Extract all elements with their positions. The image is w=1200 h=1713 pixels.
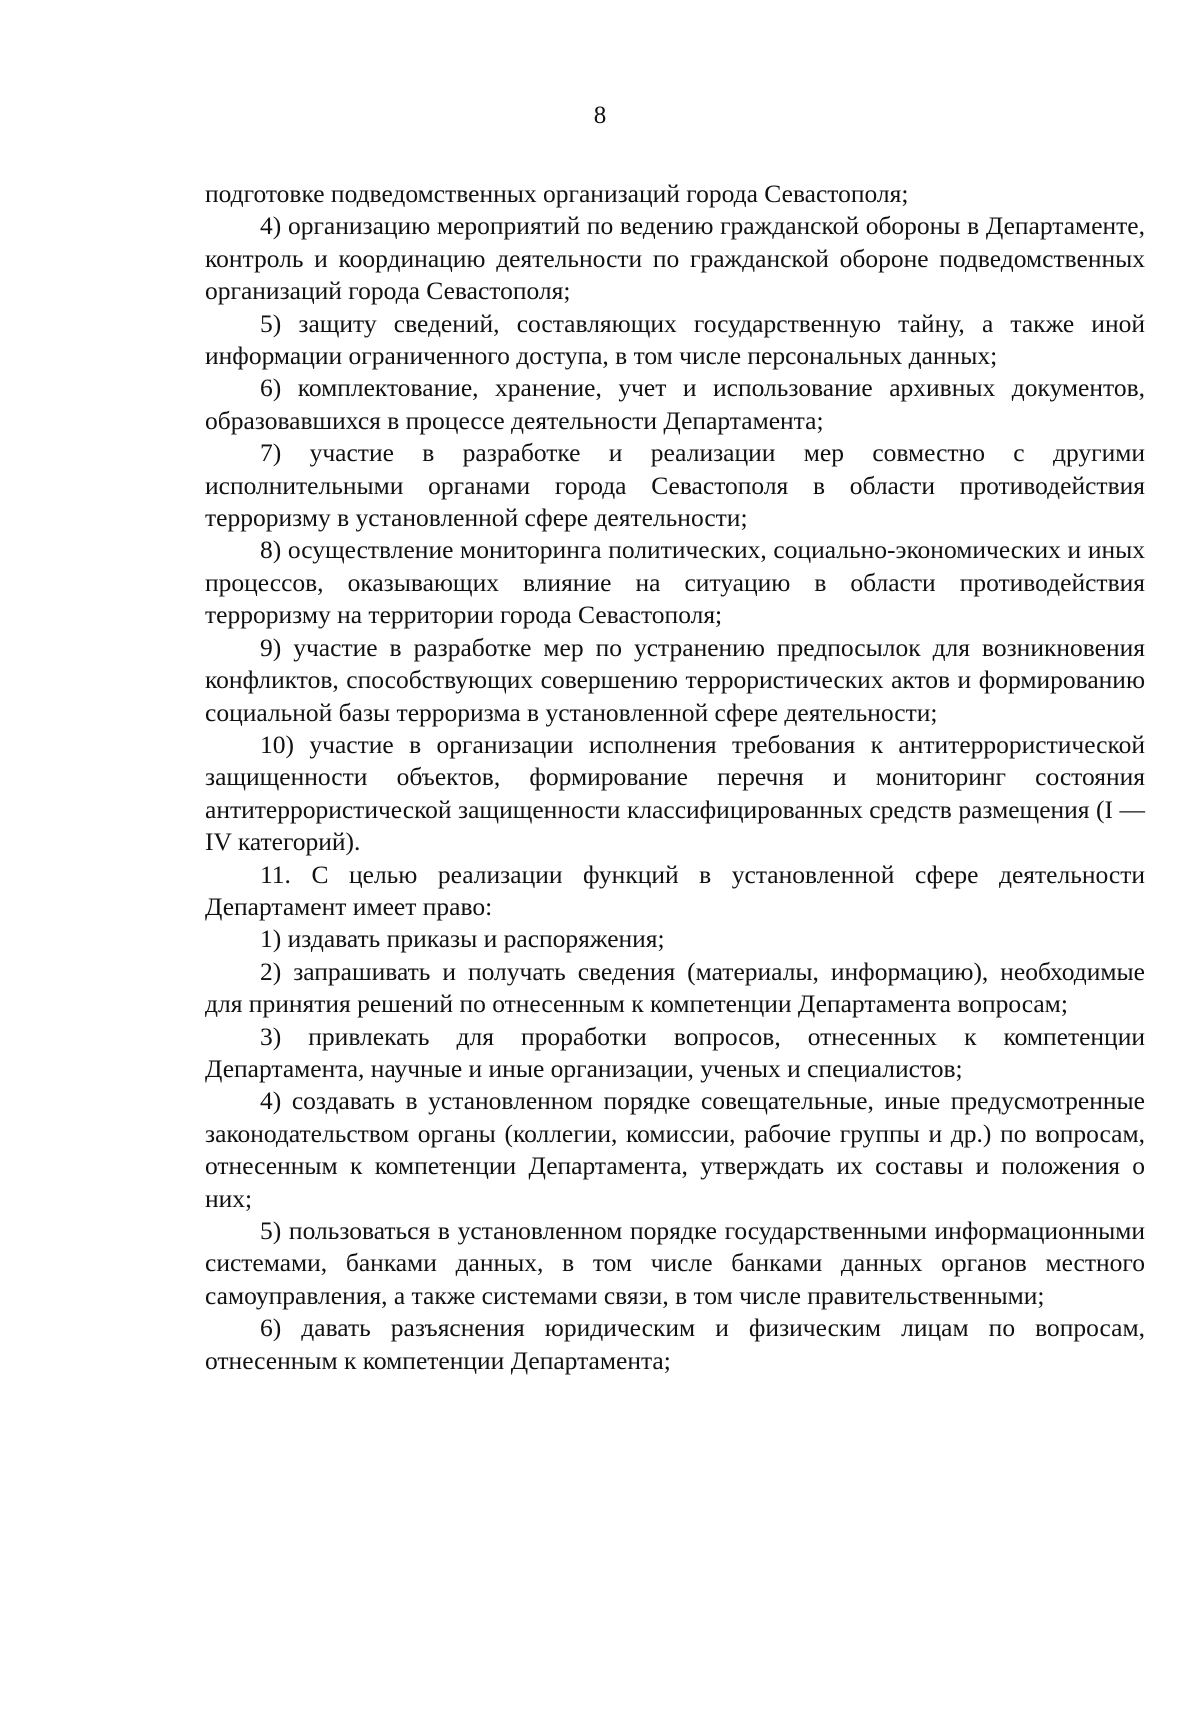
paragraph-right-2-request-info: 2) запрашивать и получать сведения (материалы, информацию), необходимые для принятия решений по отнесенным к компетенции Департамента вопросам; [205, 956, 1145, 1019]
paragraph-right-5-information-systems: 5) пользоваться в установленном порядке государственными информационными системами, банками данных, в том числе банками данных органов местного самоуправления, а также системами связи, в том числе правительственными; [205, 1216, 1145, 1310]
paragraph-right-1-orders: 1) издавать приказы и распоряжения; [260, 924, 665, 954]
paragraph-item-4-civil-defense: 4) организацию мероприятий по ведению гражданской обороны в Департаменте, контроль и координацию деятельности по гражданской обороне подведомственных организаций города Севастополя; [205, 211, 1145, 306]
paragraph-right-4-advisory-bodies: 4) создавать в установленном порядке совещательные, иные предусмотренные законодательством органы (коллегии, комиссии, рабочие группы и др.) по вопросам, отнесенным к компетенции Департамента, утверждать их составы и положения о них; [205, 1086, 1145, 1213]
paragraph-continuation: подготовке подведомственных организаций города Севастополя; [205, 179, 909, 208]
paragraph-right-3-experts: 3) привлекать для проработки вопросов, отнесенных к компетенции Департамента, научные и иные организации, ученых и специалистов; [205, 1021, 1145, 1083]
page-number: 8 [593, 102, 607, 129]
paragraph-item-6-archives: 6) комплектование, хранение, учет и использование архивных документов, образовавшихся в процессе деятельности Департамента; [205, 373, 1145, 435]
paragraph-item-5-secrets-protection: 5) защиту сведений, составляющих государственную тайну, а также иной информации ограниченного доступа, в том числе персональных данных; [205, 308, 1145, 371]
document-body [205, 178, 1145, 1377]
paragraph-item-10-protection-requirements: 10) участие в организации исполнения требования к антитеррористической защищенности объектов, формирование перечня и мониторинг состояния антитеррористической защищенности классифицированных средств размещения (I — IV категорий). [205, 729, 1145, 857]
paragraph-item-8-monitoring: 8) осуществление мониторинга политических, социально-экономических и иных процессов, оказывающих влияние на ситуацию в области противодействия терроризму на территории города Севастополя; [205, 535, 1145, 630]
paragraph-right-6-clarifications: 6) давать разъяснения юридическим и физическим лицам по вопросам, отнесенным к компетенции Департамента; [205, 1313, 1145, 1375]
paragraph-item-7-counter-terrorism: 7) участие в разработке и реализации мер совместно с другими исполнительными органами города Севастополя в области противодействия терроризму в установленной сфере деятельности; [205, 438, 1145, 533]
paragraph-item-9-conflict-prevention: 9) участие в разработке мер по устранению предпосылок для возникновения конфликтов, способствующих совершению террористических актов и формированию социальной базы терроризма в установленной сфере деятельности; [205, 632, 1145, 727]
paragraph-section-11: 11. С целью реализации функций в установленной сфере деятельности Департамент имеет право: [205, 859, 1145, 921]
